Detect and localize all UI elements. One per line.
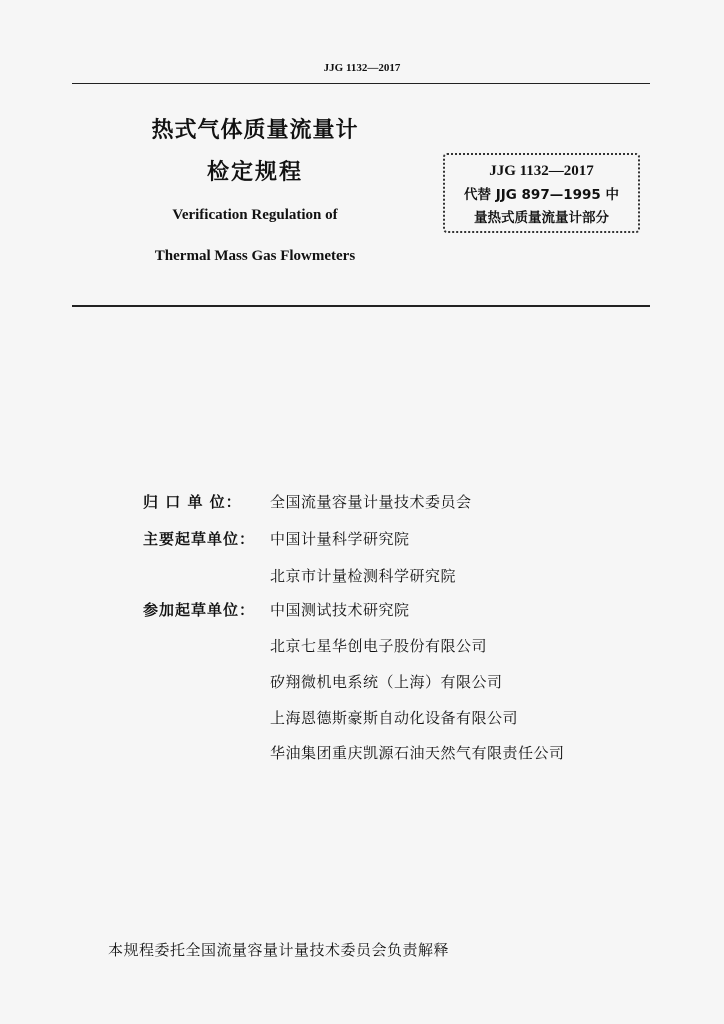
main-drafting-unit: 北京市计量检测科学研究院 [270, 567, 457, 585]
title-zh-line2: 检定规程 [206, 160, 303, 185]
org-row-participating-3 [0, 670, 724, 694]
org-row-main-drafting-2 [0, 564, 724, 588]
org-row-participating [0, 598, 724, 622]
main-drafting-unit: 中国计量科学研究院 [270, 530, 410, 548]
code-box-replaces-line1: 代替 JJG 897—1995 中 [464, 187, 619, 203]
participating-unit: 矽翔微机电系统（上海）有限公司 [270, 673, 503, 691]
org-row-participating-4 [0, 706, 724, 730]
responsible-unit: 全国流量容量计量技术委员会 [270, 493, 472, 511]
main-drafting-label: 主要起草单位： [143, 530, 256, 548]
title-block [105, 118, 405, 265]
code-box-replaces-line2: 量热式质量流量计部分 [474, 210, 609, 226]
participating-unit: 北京七星华创电子股份有限公司 [270, 637, 488, 655]
org-row-participating-2 [0, 634, 724, 658]
title-bottom-rule [72, 305, 650, 307]
participating-unit: 中国测试技术研究院 [270, 601, 410, 619]
code-box-code: JJG 1132—2017 [489, 163, 594, 179]
standard-code-box [443, 153, 640, 233]
header-rule [72, 83, 650, 84]
org-row-participating-5 [0, 741, 724, 765]
title-en-line1: Verification Regulation of [172, 207, 338, 223]
participating-unit: 上海恩德斯豪斯自动化设备有限公司 [270, 709, 519, 727]
responsible-unit-label: 归 口 单 位： [143, 493, 242, 511]
org-row-responsible [0, 490, 724, 514]
running-header-code: JJG 1132—2017 [323, 62, 401, 74]
title-en-line2: Thermal Mass Gas Flowmeters [154, 248, 356, 264]
interpretation-note: 本规程委托全国流量容量计量技术委员会负责解释 [108, 941, 450, 959]
participating-label: 参加起草单位： [143, 601, 256, 619]
title-zh-line1: 热式气体质量流量计 [151, 118, 359, 143]
participating-unit: 华油集团重庆凯源石油天然气有限责任公司 [270, 744, 565, 762]
org-row-main-drafting [0, 527, 724, 551]
